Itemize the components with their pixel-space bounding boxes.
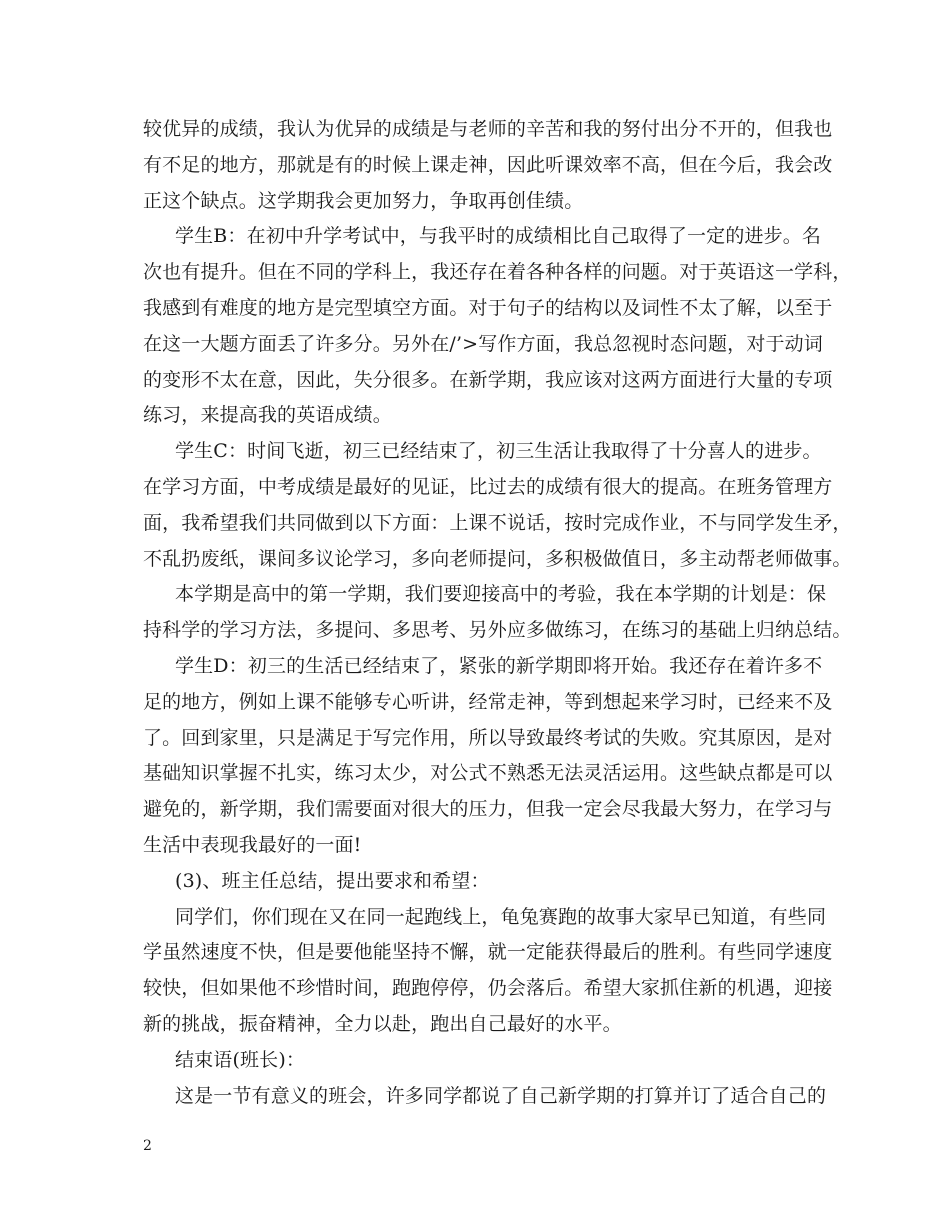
text-line: 学虽然速度不快，但是要他能坚持不懈，就一定能获得最后的胜利。有些同学速度 xyxy=(143,941,833,964)
paragraph-start-student-b: 学生B：在初中升学考试中，与我平时的成绩相比自己取得了一定的进步。名 xyxy=(175,225,822,248)
text-line: 持科学的学习方法，多提问、多思考、另外应多做练习，在练习的基础上归纳总结。 xyxy=(143,619,852,642)
text-line: 次也有提升。但在不同的学科上，我还存在着各种各样的问题。对于英语这一学科， xyxy=(143,261,852,284)
text-line: 基础知识掌握不扎实，练习太少，对公式不熟悉无法灵活运用。这些缺点都是可以 xyxy=(143,762,833,785)
text-line: 在这一大题方面丢了许多分。另外在/’>写作方面，我总忽视时态问题，对于动词 xyxy=(143,332,823,355)
page-number: 2 xyxy=(143,1138,152,1154)
text-line: 在学习方面，中考成绩是最好的见证，比过去的成绩有很大的提高。在班务管理方 xyxy=(143,475,833,498)
body-text xyxy=(143,112,852,1114)
text-line: 练习，来提高我的英语成绩。 xyxy=(143,404,392,427)
section-heading-closing: 结束语(班长)： xyxy=(175,1048,306,1071)
text-line: 我感到有难度的地方是完型填空方面。对于句子的结构以及词性不太了解，以至于 xyxy=(143,296,833,319)
text-line: 正这个缺点。这学期我会更加努力，争取再创佳绩。 xyxy=(143,189,584,212)
paragraph-start-teacher-speech: 同学们，你们现在又在同一起跑线上，龟兔赛跑的故事大家早已知道，有些同 xyxy=(175,905,827,928)
text-line: 较快，但如果他不珍惜时间，跑跑停停，仍会落后。希望大家抓住新的机遇，迎接 xyxy=(143,977,833,1000)
paragraph-start-semester-plan: 本学期是高中的第一学期，我们要迎接高中的考验，我在本学期的计划是：保 xyxy=(175,583,827,606)
text-line: 不乱扔废纸，课间多议论学习，多向老师提问，多积极做值日，多主动帮老师做事。 xyxy=(143,547,852,570)
paragraph-start-student-c: 学生C：时间飞逝，初三已经结束了，初三生活让我取得了十分喜人的进步。 xyxy=(175,440,822,463)
text-line: 足的地方，例如上课不能够专心听讲，经常走神，等到想起来学习时，已经来不及 xyxy=(143,690,833,713)
text-line: 避免的，新学期，我们需要面对很大的压力，但我一定会尽我最大努力，在学习与 xyxy=(143,798,833,821)
paragraph-start-closing: 这是一节有意义的班会，许多同学都说了自己新学期的打算并订了适合自己的 xyxy=(175,1084,827,1107)
paragraph-start-student-d: 学生D：初三的生活已经结束了，紧张的新学期即将开始。我还存在着许多不 xyxy=(175,654,823,677)
text-line: 生活中表现我最好的一面! xyxy=(143,833,362,856)
section-heading-teacher-summary: (3)、班主任总结，提出要求和希望： xyxy=(175,869,490,892)
text-line: 有不足的地方，那就是有的时候上课走神，因此听课效率不高，但在今后，我会改 xyxy=(143,153,833,176)
text-line: 的变形不太在意，因此，失分很多。在新学期，我应该对这两方面进行大量的专项 xyxy=(143,368,833,391)
text-line: 较优异的成绩，我认为优异的成绩是与老师的辛苦和我的努付出分不开的，但我也 xyxy=(143,118,833,140)
text-line: 面，我希望我们共同做到以下方面：上课不说话，按时完成作业，不与同学发生矛， xyxy=(143,511,852,534)
text-line: 了。回到家里，只是满足于写完作用，所以导致最终考试的失败。究其原因，是对 xyxy=(143,726,833,749)
text-line: 新的挑战，振奋精神，全力以赴，跑出自己最好的水平。 xyxy=(143,1012,622,1035)
